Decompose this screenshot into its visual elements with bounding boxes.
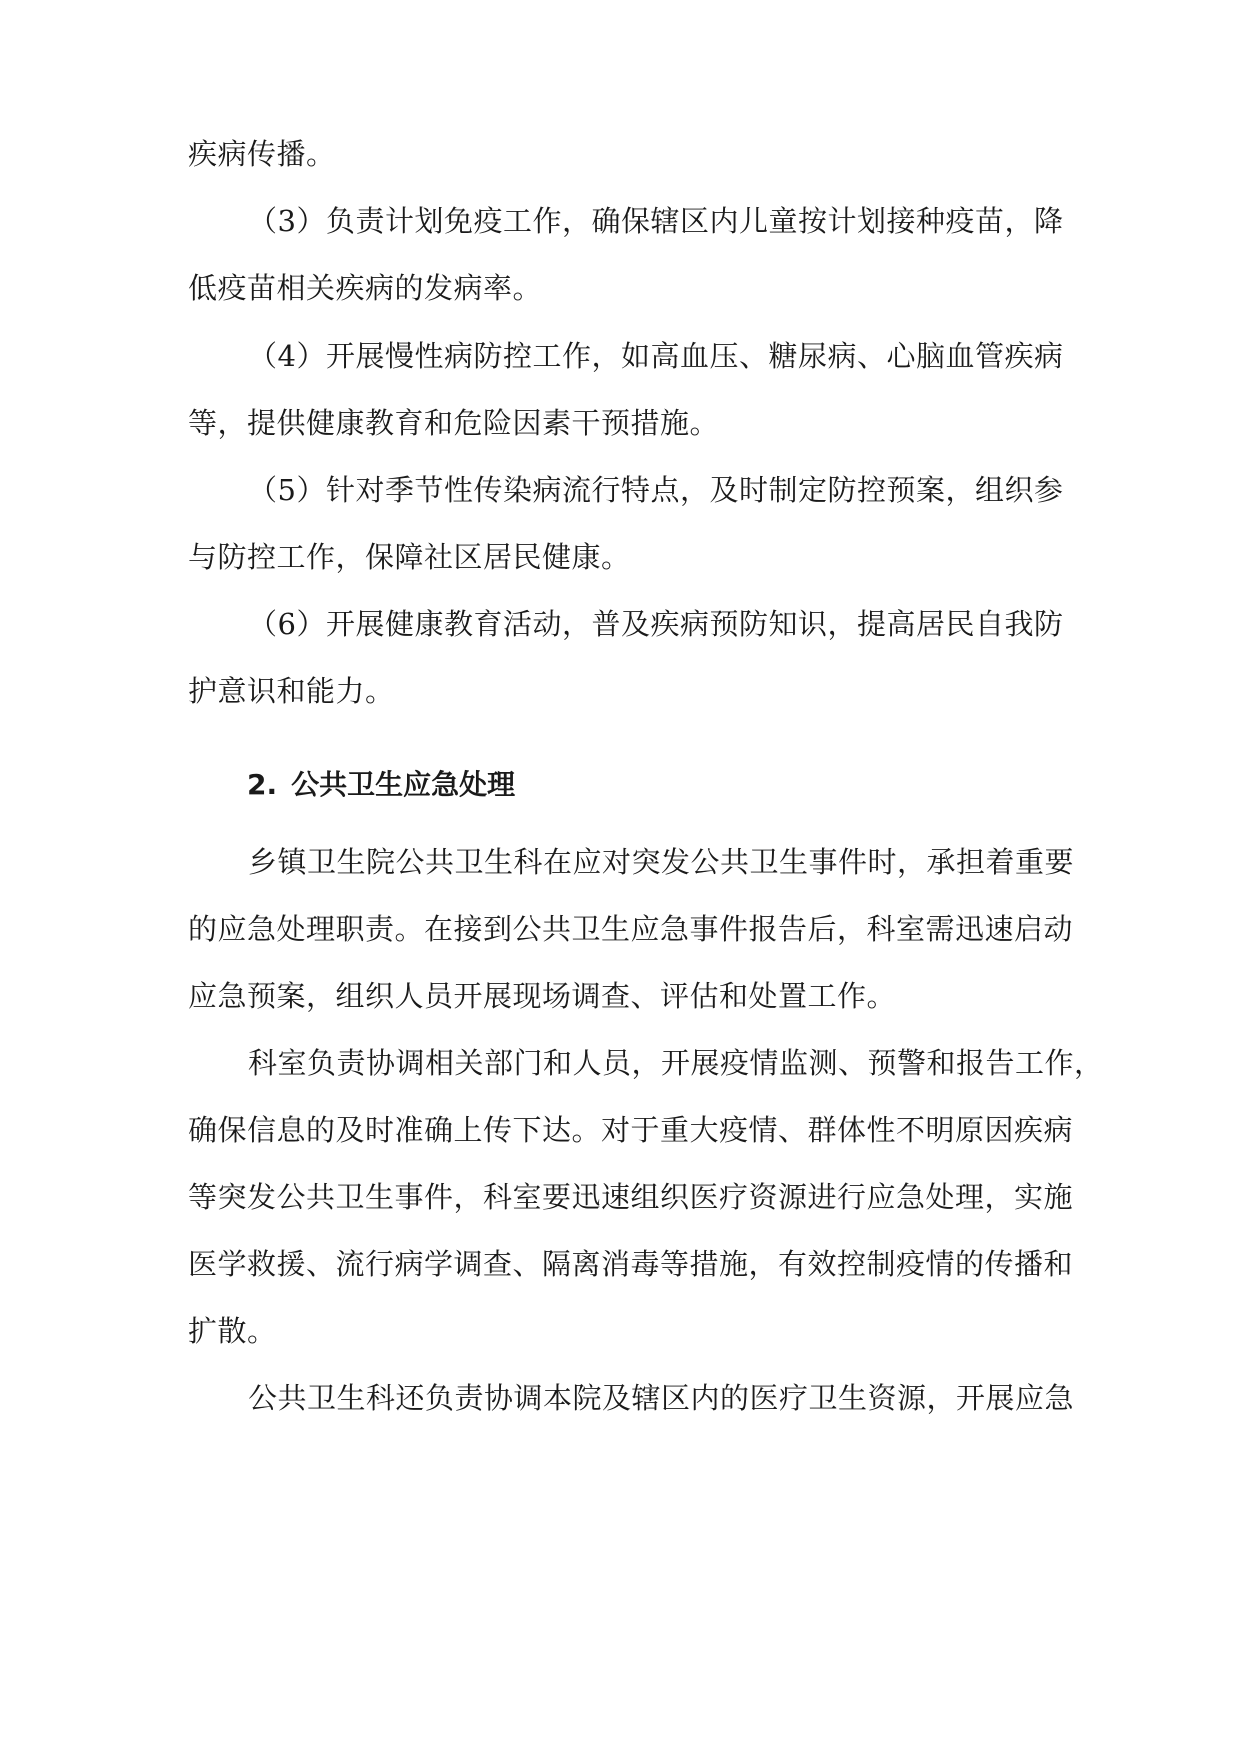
paragraph-line: 护意识和能力。 xyxy=(188,674,395,708)
section-number: 2. xyxy=(247,768,278,801)
paragraph-line: （3）负责计划免疫工作，确保辖区内儿童按计划接种疫苗，降 xyxy=(248,204,1064,238)
paragraph-line: 与防控工作，保障社区居民健康。 xyxy=(188,540,631,574)
paragraph-line: 的应急处理职责。在接到公共卫生应急事件报告后，科室需迅速启动 xyxy=(188,912,1074,946)
paragraph-line: 公共卫生科还负责协调本院及辖区内的医疗卫生资源，开展应急 xyxy=(248,1381,1075,1415)
paragraph-line: 医学救援、流行病学调查、隔离消毒等措施，有效控制疫情的传播和 xyxy=(188,1247,1074,1281)
paragraph-line: 等突发公共卫生事件，科室要迅速组织医疗资源进行应急处理，实施 xyxy=(188,1180,1074,1214)
paragraph-line: 应急预案，组织人员开展现场调查、评估和处置工作。 xyxy=(188,979,897,1013)
paragraph-line: 低疫苗相关疾病的发病率。 xyxy=(188,271,543,305)
paragraph-line: 科室负责协调相关部门和人员，开展疫情监测、预警和报告工作， xyxy=(248,1046,1104,1080)
paragraph-line: 等，提供健康教育和危险因素干预措施。 xyxy=(188,406,720,440)
paragraph-line: （5）针对季节性传染病流行特点，及时制定防控预案，组织参 xyxy=(248,473,1064,507)
paragraph-line: 疾病传播。 xyxy=(188,137,336,171)
paragraph-line: 扩散。 xyxy=(188,1314,277,1348)
paragraph-line: （6）开展健康教育活动，普及疾病预防知识，提高居民自我防 xyxy=(248,607,1064,641)
paragraph-line: 确保信息的及时准确上传下达。对于重大疫情、群体性不明原因疾病 xyxy=(188,1113,1074,1147)
section-title: 公共卫生应急处理 xyxy=(291,768,516,801)
paragraph-line: （4）开展慢性病防控工作，如高血压、糖尿病、心脑血管疾病 xyxy=(248,339,1064,373)
section-heading xyxy=(247,765,515,805)
paragraph-line: 乡镇卫生院公共卫生科在应对突发公共卫生事件时，承担着重要 xyxy=(248,845,1075,879)
